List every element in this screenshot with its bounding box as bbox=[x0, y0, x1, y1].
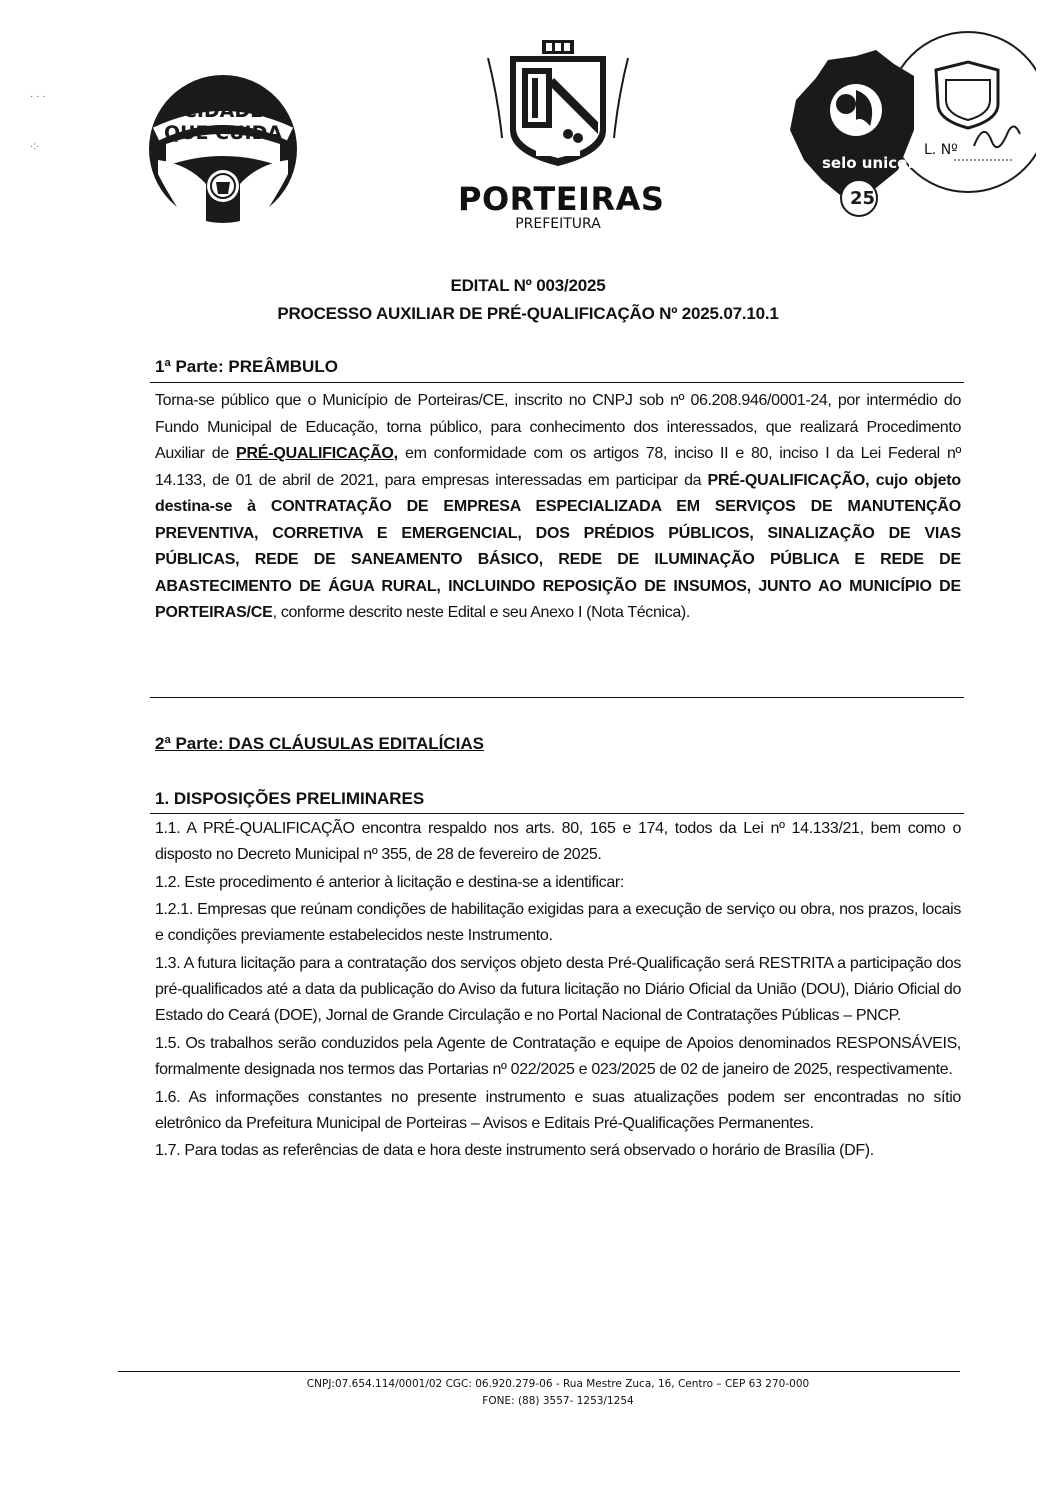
unicef-seal-text: selo unicef bbox=[822, 154, 914, 172]
footer-address: CNPJ:07.654.114/0001/02 CGC: 06.920.279-06 - Rua Mestre Zuca, 16, Centro – CEP 63 270-000 bbox=[306, 1378, 810, 1390]
brand-subtitle: PREFEITURA bbox=[515, 216, 601, 232]
section-1-rule bbox=[150, 813, 964, 814]
preambulo-text-e: , conforme descrito neste Edital e seu Anexo I (Nota Técnica). bbox=[272, 604, 690, 621]
preambulo-text-c: em conformidade com os artigos 78, inciso II e 80, inciso I da Lei Federal nº 14.133, de 01 de abril de 2021, para empresas interessadas em participar da bbox=[155, 445, 961, 489]
logo-line-2: QUE CUIDA bbox=[163, 122, 283, 144]
stamp-label: L. Nº bbox=[924, 142, 958, 158]
preambulo-text-b: PRÉ-QUALIFICAÇÃO, bbox=[235, 445, 398, 462]
preambulo-text-a: Torna-se público que o Município de Porteiras/CE, inscrito no CNPJ sob nº 06.208.946/0001-24, por intermédio do Fundo Municipal de Educação, torna público, para conhecimento dos interessados, que realizará Procedimento Auxiliar de bbox=[155, 392, 961, 462]
clause-1-3: 1.3. A futura licitação para a contratação dos serviços objeto desta Pré-Qualificação será RESTRITA a participação dos pré-qualificados até a data da publicação do Aviso da futura licitação no Diário Oficial da União (DOU), Diário Oficial do Estado do Ceará (DOE), Jornal de Grande Circulação e no Portal Nacional de Contratações Públicas – PNCP. bbox=[155, 954, 961, 1025]
scan-artifacts: · · · ·:· bbox=[30, 91, 46, 152]
section-divider bbox=[150, 697, 964, 698]
logo-line-1: CIDADE bbox=[182, 100, 264, 122]
clause-1-7: 1.7. Para todas as referências de data e hora deste instrumento será observado o horário de Brasília (DF). bbox=[155, 1142, 874, 1160]
preambulo-object: PRÉ-QUALIFICAÇÃO, cujo objeto destina-se à CONTRATAÇÃO DE EMPRESA ESPECIALIZADA EM SERVIÇOS DE MANUTENÇÃO PREVENTIVA, CORRETIVA E EMERGENCIAL, DOS PRÉDIOS PÚBLICOS, SINALIZAÇÃO DE VIAS PÚBLICAS, REDE DE SANEAMENTO BÁSICO, REDE DE ILUMINAÇÃO PÚBLICA E REDE DE ABASTECIMENTO DE ÁGUA RURAL, INCLUINDO REPOSIÇÃO DE INSUMOS, JUNTO AO MUNICÍPIO DE PORTEIRAS/CE bbox=[155, 471, 961, 621]
footer-phone: FONE: (88) 3557- 1253/1254 bbox=[482, 1395, 634, 1407]
porteiras-crest-logo bbox=[458, 38, 665, 238]
preambulo-paragraph bbox=[155, 388, 961, 627]
edital-title: EDITAL Nº 003/2025 bbox=[450, 276, 606, 295]
preambulo-heading: 1ª Parte: PREÂMBULO bbox=[155, 357, 338, 376]
preambulo-rule bbox=[150, 382, 964, 383]
clausulas-heading: 2ª Parte: DAS CLÁUSULAS EDITALÍCIAS bbox=[155, 734, 485, 753]
brand-name: PORTEIRAS bbox=[458, 180, 665, 218]
clauses-list bbox=[155, 816, 961, 1166]
section-1-heading: 1. DISPOSIÇÕES PRELIMINARES bbox=[155, 789, 425, 808]
clause-1-6: 1.6. As informações constantes no presente instrumento e suas atualizações podem ser encontradas no sítio eletrônico da Prefeitura Municipal de Porteiras – Avisos e Editais Pré-Qualificações Permanentes. bbox=[155, 1088, 961, 1132]
clause-1-1: 1.1. A PRÉ-QUALIFICAÇÃO encontra respaldo nos arts. 80, 165 e 174, todos da Lei nº 14.133/21, bem como o disposto no Decreto Municipal nº 355, de 28 de fevereiro de 2025. bbox=[155, 820, 961, 864]
processo-title: PROCESSO AUXILIAR DE PRÉ-QUALIFICAÇÃO Nº 2025.07.10.1 bbox=[277, 304, 779, 323]
clause-1-2: 1.2. Este procedimento é anterior à licitação e destina-se a identificar: bbox=[155, 873, 624, 891]
unicef-seal-and-stamp bbox=[786, 20, 1036, 220]
clause-1-2-1: 1.2.1. Empresas que reúnam condições de habilitação exigidas para a execução de serviço ou obra, nos prazos, locais e condições previamente estabelecidos neste Instrumento. bbox=[155, 901, 961, 945]
unicef-seal-number: 25 bbox=[850, 188, 876, 209]
cidade-que-cuida-logo bbox=[148, 74, 298, 224]
clause-1-5: 1.5. Os trabalhos serão conduzidos pela Agente de Contratação e equipe de Apoios denominados RESPONSÁVEIS, formalmente designada nos termos das Portarias nº 022/2025 e 023/2025 de 02 de janeiro de 2025, respectivamente. bbox=[155, 1034, 961, 1079]
footer-rule bbox=[118, 1371, 960, 1372]
